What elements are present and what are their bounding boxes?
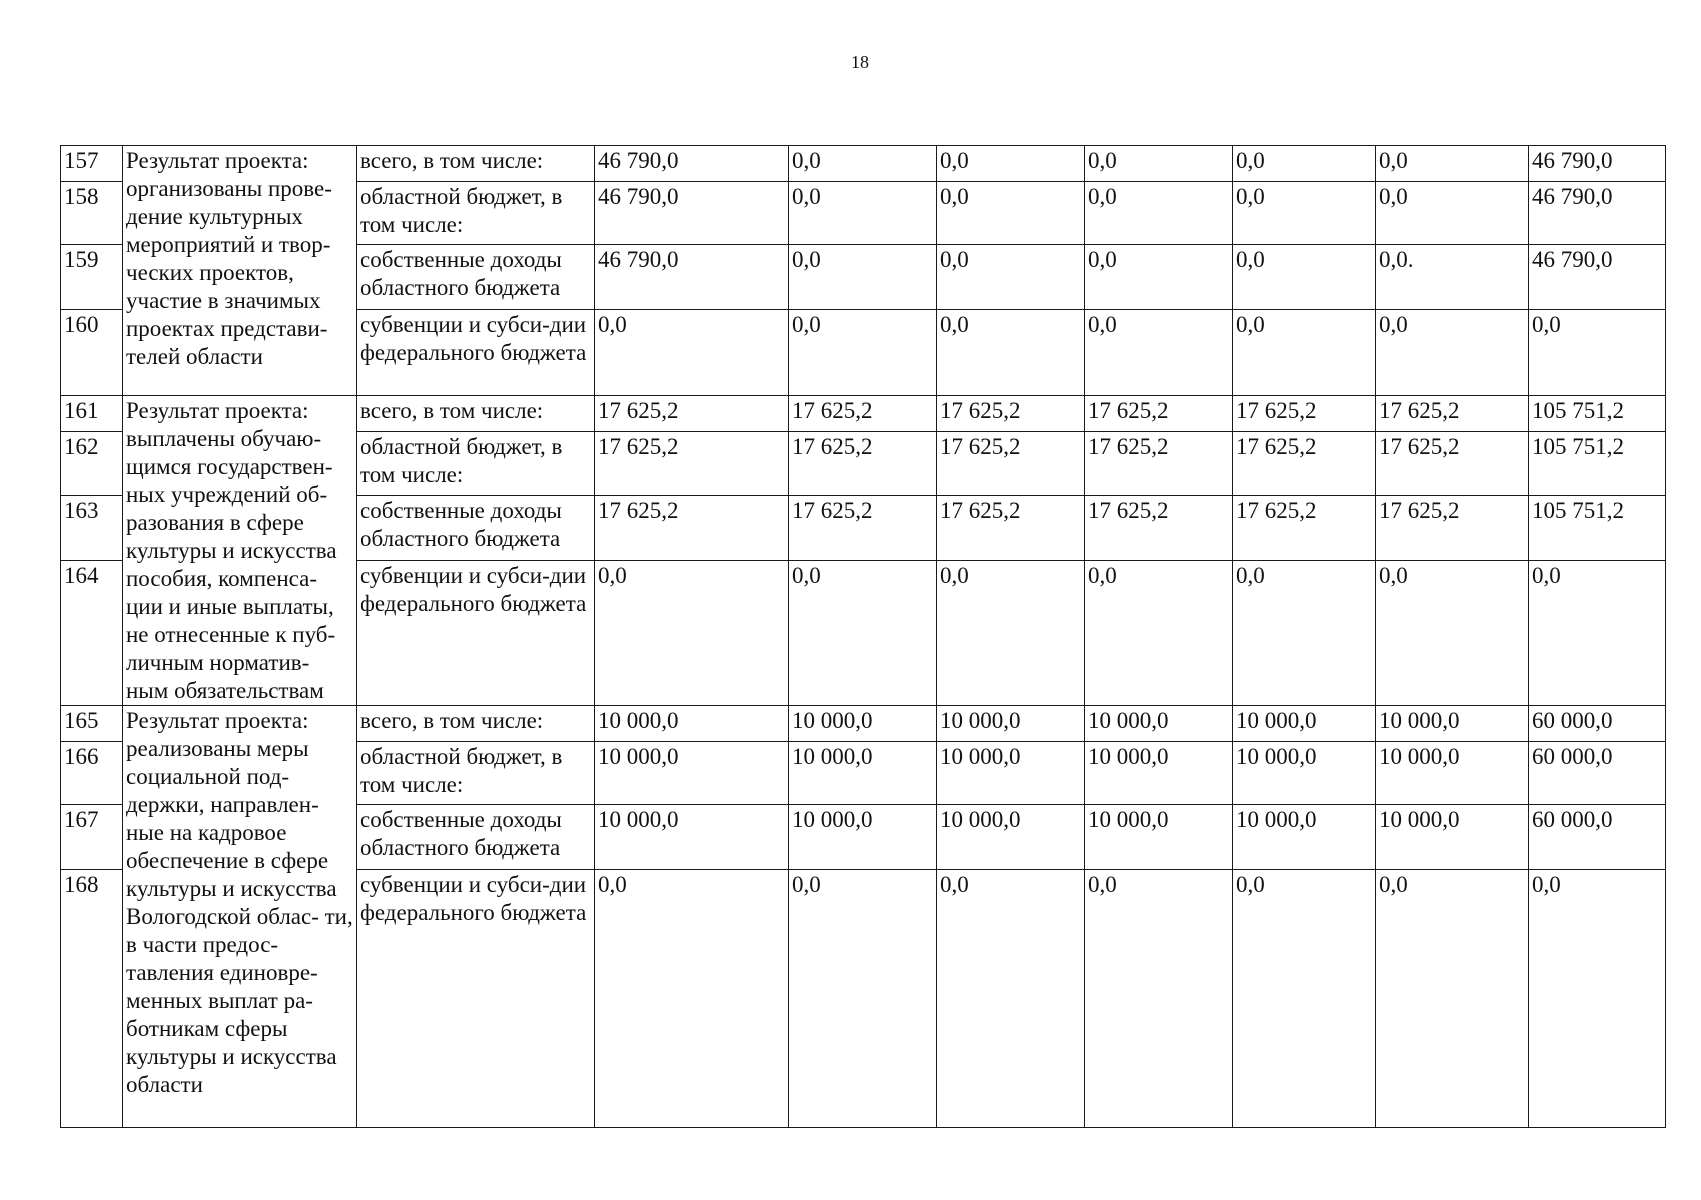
amount-cell: 10 000,0 [1376,742,1529,805]
amount-cell: 46 790,0 [595,182,789,245]
amount-cell: 10 000,0 [1085,805,1233,870]
amount-cell: 0,0 [1376,561,1529,706]
amount-cell: 17 625,2 [789,432,937,495]
funding-source-cell: субвенции и субси-дии федерального бюджета [357,561,595,706]
funding-source-cell: субвенции и субси-дии федерального бюджета [357,870,595,1128]
amount-cell: 10 000,0 [789,706,937,742]
row-number-cell: 159 [61,245,123,310]
total-value-cell: 46 790,0 [1529,146,1666,182]
total-value-cell: 0,0 [1529,561,1666,706]
amount-cell: 17 625,2 [1233,495,1376,560]
amount-cell: 17 625,2 [1085,495,1233,560]
amount-cell: 17 625,2 [1376,396,1529,432]
amount-cell: 46 790,0 [595,245,789,310]
amount-cell: 10 000,0 [937,742,1085,805]
amount-cell: 17 625,2 [937,432,1085,495]
total-value-cell: 46 790,0 [1529,245,1666,310]
amount-cell: 0,0 [1233,182,1376,245]
total-value-cell: 60 000,0 [1529,805,1666,870]
amount-cell: 0,0 [595,870,789,1128]
row-number-cell: 157 [61,146,123,182]
amount-cell: 17 625,2 [595,432,789,495]
amount-cell: 10 000,0 [595,805,789,870]
amount-cell: 17 625,2 [789,396,937,432]
budget-table [60,145,1666,1128]
amount-cell: 0,0 [1085,146,1233,182]
amount-cell: 10 000,0 [1233,706,1376,742]
funding-source-cell: областной бюджет, в том числе: [357,182,595,245]
table-row [61,146,1666,182]
amount-cell: 10 000,0 [1085,742,1233,805]
total-value-cell: 60 000,0 [1529,706,1666,742]
project-result-cell: Результат проекта: реализованы меры социальной под- держки, направлен- ные на кадровое обеспечение в сфере культуры и искусства Вологодской облас- ти, в части предос- тавления единовре- менных выплат ра- ботникам сферы культуры и искусства области [123,706,357,1128]
page-number: 18 [851,52,869,72]
amount-cell: 0,0 [937,561,1085,706]
amount-cell: 0,0 [1085,870,1233,1128]
amount-cell: 17 625,2 [1085,432,1233,495]
row-number-cell: 165 [61,706,123,742]
total-value-cell: 105 751,2 [1529,432,1666,495]
amount-cell: 17 625,2 [789,495,937,560]
amount-cell: 0,0 [1233,310,1376,396]
funding-source-cell: всего, в том числе: [357,706,595,742]
amount-cell: 17 625,2 [1085,396,1233,432]
amount-cell: 0,0 [1376,870,1529,1128]
amount-cell: 0,0 [937,182,1085,245]
amount-cell: 0,0 [937,870,1085,1128]
amount-cell: 0,0 [1085,182,1233,245]
funding-source-cell: областной бюджет, в том числе: [357,742,595,805]
amount-cell: 10 000,0 [1085,706,1233,742]
amount-cell: 0,0 [1085,245,1233,310]
funding-source-cell: всего, в том числе: [357,396,595,432]
total-value-cell: 0,0 [1529,870,1666,1128]
project-result-cell: Результат проекта: организованы прове- дение культурных мероприятий и твор- ческих проектов, участие в значимых проектах представи- телей области [123,146,357,396]
table-row [61,396,1666,432]
amount-cell: 17 625,2 [1376,432,1529,495]
amount-cell: 10 000,0 [789,805,937,870]
amount-cell: 0,0 [1233,870,1376,1128]
amount-cell: 10 000,0 [937,805,1085,870]
amount-cell: 0,0 [595,310,789,396]
amount-cell: 0,0 [937,245,1085,310]
amount-cell: 0,0 [1233,146,1376,182]
row-number-cell: 168 [61,870,123,1128]
amount-cell: 0,0. [1376,245,1529,310]
amount-cell: 0,0 [937,310,1085,396]
amount-cell: 10 000,0 [595,706,789,742]
amount-cell: 17 625,2 [1233,432,1376,495]
funding-source-cell: областной бюджет, в том числе: [357,432,595,495]
amount-cell: 10 000,0 [1376,805,1529,870]
amount-cell: 17 625,2 [1233,396,1376,432]
row-number-cell: 164 [61,561,123,706]
funding-source-cell: собственные доходы областного бюджета [357,805,595,870]
row-number-cell: 167 [61,805,123,870]
amount-cell: 10 000,0 [937,706,1085,742]
amount-cell: 17 625,2 [937,495,1085,560]
total-value-cell: 46 790,0 [1529,182,1666,245]
row-number-cell: 166 [61,742,123,805]
funding-source-cell: всего, в том числе: [357,146,595,182]
table-row [61,706,1666,742]
amount-cell: 0,0 [1376,310,1529,396]
amount-cell: 0,0 [789,561,937,706]
amount-cell: 17 625,2 [595,396,789,432]
total-value-cell: 0,0 [1529,310,1666,396]
amount-cell: 0,0 [789,245,937,310]
amount-cell: 0,0 [789,182,937,245]
amount-cell: 0,0 [1085,310,1233,396]
funding-source-cell: собственные доходы областного бюджета [357,245,595,310]
amount-cell: 10 000,0 [789,742,937,805]
amount-cell: 10 000,0 [1233,742,1376,805]
row-number-cell: 160 [61,310,123,396]
amount-cell: 46 790,0 [595,146,789,182]
amount-cell: 0,0 [1233,245,1376,310]
amount-cell: 17 625,2 [1376,495,1529,560]
amount-cell: 0,0 [789,310,937,396]
amount-cell: 0,0 [595,561,789,706]
total-value-cell: 105 751,2 [1529,396,1666,432]
amount-cell: 0,0 [789,146,937,182]
amount-cell: 0,0 [1233,561,1376,706]
amount-cell: 17 625,2 [937,396,1085,432]
project-result-cell: Результат проекта: выплачены обучаю- щимся государствен- ных учреждений об- разования в сфере культуры и искусства пособия, компенса- ции и иные выплаты, не отнесенные к пуб- личным норматив- ным обязательствам [123,396,357,706]
amount-cell: 0,0 [937,146,1085,182]
funding-source-cell: субвенции и субси-дии федерального бюджета [357,310,595,396]
amount-cell: 10 000,0 [1233,805,1376,870]
amount-cell: 0,0 [789,870,937,1128]
row-number-cell: 161 [61,396,123,432]
amount-cell: 0,0 [1376,146,1529,182]
amount-cell: 10 000,0 [1376,706,1529,742]
amount-cell: 0,0 [1085,561,1233,706]
row-number-cell: 158 [61,182,123,245]
row-number-cell: 162 [61,432,123,495]
amount-cell: 0,0 [1376,182,1529,245]
total-value-cell: 60 000,0 [1529,742,1666,805]
amount-cell: 17 625,2 [595,495,789,560]
funding-source-cell: собственные доходы областного бюджета [357,495,595,560]
row-number-cell: 163 [61,495,123,560]
table-body [61,146,1666,1128]
total-value-cell: 105 751,2 [1529,495,1666,560]
amount-cell: 10 000,0 [595,742,789,805]
